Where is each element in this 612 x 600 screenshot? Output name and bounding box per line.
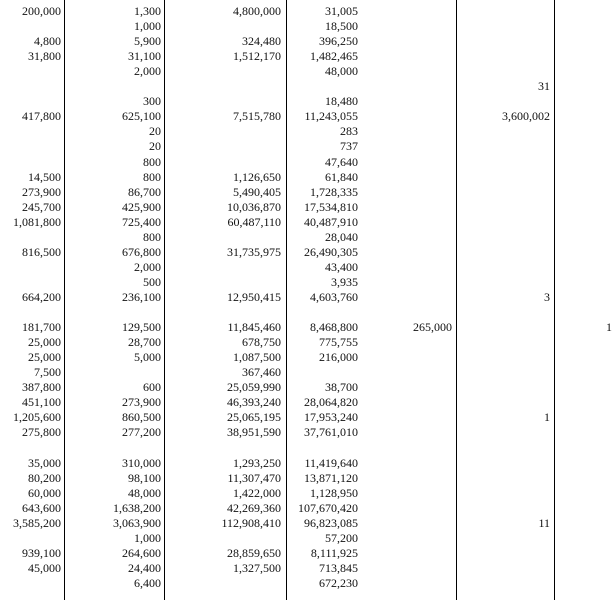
table-cell-r1-c1: 200,000	[22, 4, 61, 18]
table-cell-r36-c4: 57,200	[325, 530, 358, 545]
table-cell-r14-c2: 425,900	[122, 199, 161, 214]
table-cell-r9-c2: 20	[149, 124, 161, 139]
table-cell-r37-c1: 939,100	[22, 545, 61, 560]
table-cell-r14-c1: 245,700	[22, 199, 61, 214]
table-cell-r35-c1: 3,585,200	[13, 515, 61, 530]
table-cell-r23-c4: 775,755	[319, 335, 358, 350]
column-rule-4	[456, 0, 457, 600]
table-cell-r29-c2: 277,200	[122, 425, 161, 440]
table-cell-r10-c2: 20	[149, 139, 161, 154]
table-cell-r4-c4: 1,482,465	[310, 49, 358, 64]
table-cell-r22-c1: 181,700	[22, 320, 61, 335]
table-cell-r12-c1: 14,500	[28, 169, 61, 184]
table-cell-r17-c1: 816,500	[22, 244, 61, 259]
table-cell-r38-c1: 45,000	[28, 560, 61, 575]
table-cell-r35-c6: 11	[538, 515, 550, 530]
table-cell-r2-c2: 1,000	[134, 19, 161, 34]
table-cell-r33-c2: 48,000	[128, 485, 161, 500]
table-cell-r38-c3: 1,327,500	[233, 560, 281, 575]
table-cell-r2-c4: 18,500	[325, 19, 358, 34]
table-cell-r13-c2: 86,700	[128, 184, 161, 199]
table-cell-r3-c3: 324,480	[242, 34, 281, 49]
table-cell-r31-c3: 1,293,250	[233, 455, 281, 470]
table-cell-r22-c4: 8,468,800	[310, 320, 358, 335]
table-cell-r11-c4: 47,640	[325, 154, 358, 169]
table-cell-r31-c1: 35,000	[28, 455, 61, 470]
table-cell-r20-c1: 664,200	[22, 289, 61, 304]
table-cell-r17-c3: 31,735,975	[227, 244, 281, 259]
table-cell-r32-c1: 80,200	[28, 470, 61, 485]
table-cell-r23-c1: 25,000	[28, 335, 61, 350]
table-cell-r29-c4: 37,761,010	[304, 425, 358, 440]
table-cell-r20-c6: 3	[544, 289, 550, 304]
table-cell-r37-c3: 28,859,650	[227, 545, 281, 560]
table-cell-r3-c2: 5,900	[134, 34, 161, 49]
table-cell-r7-c4: 18,480	[325, 94, 358, 109]
table-cell-r15-c2: 725,400	[122, 214, 161, 229]
table-cell-r23-c3: 678,750	[242, 335, 281, 350]
table-cell-r28-c6: 1	[544, 410, 550, 425]
table-cell-r22-c2: 129,500	[122, 320, 161, 335]
table-cell-r12-c2: 800	[143, 169, 161, 184]
table-cell-r27-c1: 451,100	[22, 395, 61, 410]
table-cell-r8-c3: 7,515,780	[233, 109, 281, 124]
table-cell-r32-c3: 11,307,470	[227, 470, 281, 485]
table-cell-r16-c2: 800	[143, 229, 161, 244]
table-cell-r8-c4: 11,243,055	[304, 109, 358, 124]
table-cell-r17-c4: 26,490,305	[304, 244, 358, 259]
table-cell-r17-c2: 676,800	[122, 244, 161, 259]
column-rule-1	[64, 0, 65, 600]
table-cell-r32-c4: 13,871,120	[304, 470, 358, 485]
table-cell-r22-c5: 265,000	[413, 320, 452, 335]
table-cell-r13-c4: 1,728,335	[310, 184, 358, 199]
table-cell-r23-c2: 28,700	[128, 335, 161, 350]
table-cell-r11-c2: 800	[143, 154, 161, 169]
table-cell-r5-c4: 48,000	[325, 64, 358, 79]
table-cell-r4-c3: 1,512,170	[233, 49, 281, 64]
table-cell-r29-c1: 275,800	[22, 425, 61, 440]
table-cell-r18-c4: 43,400	[325, 259, 358, 274]
table-cell-r14-c4: 17,534,810	[304, 199, 358, 214]
table-cell-r8-c6: 3,600,002	[502, 109, 550, 124]
table-cell-r38-c2: 24,400	[128, 560, 161, 575]
table-cell-r34-c1: 643,600	[22, 500, 61, 515]
table-cell-r7-c2: 300	[143, 94, 161, 109]
table-cell-r24-c2: 5,000	[134, 350, 161, 365]
table-cell-r20-c4: 4,603,760	[310, 289, 358, 304]
table-cell-r15-c1: 1,081,800	[13, 214, 61, 229]
table-cell-r29-c3: 38,951,590	[227, 425, 281, 440]
column-rule-5	[554, 0, 555, 600]
table-cell-r39-c4: 672,230	[319, 575, 358, 590]
table-cell-r32-c2: 98,100	[128, 470, 161, 485]
table-cell-r28-c1: 1,205,600	[13, 410, 61, 425]
table-cell-r26-c3: 25,059,990	[227, 380, 281, 395]
column-rule-3	[286, 0, 287, 600]
table-cell-r8-c2: 625,100	[122, 109, 161, 124]
table-cell-r28-c3: 25,065,195	[227, 410, 281, 425]
table-cell-r25-c3: 367,460	[242, 365, 281, 380]
table-cell-r1-c2: 1,300	[134, 4, 161, 18]
table-cell-r38-c4: 713,845	[319, 560, 358, 575]
table-cell-r28-c2: 860,500	[122, 410, 161, 425]
table-cell-r27-c2: 273,900	[122, 395, 161, 410]
table-cell-r4-c1: 31,800	[28, 49, 61, 64]
table-cell-r1-c3: 4,800,000	[233, 4, 281, 18]
table-cell-r4-c2: 31,100	[128, 49, 161, 64]
table-cell-r10-c4: 737	[340, 139, 358, 154]
table-cell-r22-c7: 1	[606, 320, 612, 335]
table-cell-r33-c4: 1,128,950	[310, 485, 358, 500]
table-cell-r13-c3: 5,490,405	[233, 184, 281, 199]
table-cell-r3-c4: 396,250	[319, 34, 358, 49]
table-cell-r22-c3: 11,845,460	[227, 320, 281, 335]
table-cell-r19-c4: 3,935	[331, 274, 358, 289]
table-cell-r36-c2: 1,000	[134, 530, 161, 545]
table-cell-r37-c4: 8,111,925	[310, 545, 358, 560]
table-cell-r34-c3: 42,269,360	[227, 500, 281, 515]
table-cell-r34-c4: 107,670,420	[298, 500, 358, 515]
table-cell-r9-c4: 283	[340, 124, 358, 139]
table-cell-r28-c4: 17,953,240	[304, 410, 358, 425]
table-cell-r35-c4: 96,823,085	[304, 515, 358, 530]
table-cell-r1-c4: 31,005	[325, 4, 358, 18]
table-cell-r27-c3: 46,393,240	[227, 395, 281, 410]
table-cell-r24-c3: 1,087,500	[233, 350, 281, 365]
column-rule-2	[164, 0, 165, 600]
table-cell-r20-c3: 12,950,415	[227, 289, 281, 304]
table-cell-r25-c1: 7,500	[34, 365, 61, 380]
table-cell-r20-c2: 236,100	[122, 289, 161, 304]
table-cell-r31-c2: 310,000	[122, 455, 161, 470]
table-cell-r33-c1: 60,000	[28, 485, 61, 500]
table-cell-r24-c1: 25,000	[28, 350, 61, 365]
table-cell-r26-c1: 387,800	[22, 380, 61, 395]
table-cell-r27-c4: 28,064,820	[304, 395, 358, 410]
table-cell-r39-c2: 6,400	[134, 575, 161, 590]
table-cell-r26-c2: 600	[143, 380, 161, 395]
table-cell-r35-c2: 3,063,900	[113, 515, 161, 530]
table-cell-r31-c4: 11,419,640	[304, 455, 358, 470]
table-cell-r15-c4: 40,487,910	[304, 214, 358, 229]
table-cell-r3-c1: 4,800	[34, 34, 61, 49]
table-cell-r13-c1: 273,900	[22, 184, 61, 199]
table-cell-r12-c3: 1,126,650	[233, 169, 281, 184]
table-cell-r8-c1: 417,800	[22, 109, 61, 124]
table-cell-r15-c3: 60,487,110	[227, 214, 281, 229]
table-cell-r6-c6: 31	[538, 79, 550, 94]
table-cell-r26-c4: 38,700	[325, 380, 358, 395]
table-cell-r34-c2: 1,638,200	[113, 500, 161, 515]
table-cell-r33-c3: 1,422,000	[233, 485, 281, 500]
table-cell-r16-c4: 28,040	[325, 229, 358, 244]
table-cell-r35-c3: 112,908,410	[221, 515, 281, 530]
table-cell-r14-c3: 10,036,870	[227, 199, 281, 214]
table-cell-r19-c2: 500	[143, 274, 161, 289]
table-cell-r12-c4: 61,840	[325, 169, 358, 184]
table-cell-r5-c2: 2,000	[134, 64, 161, 79]
table-cell-r18-c2: 2,000	[134, 259, 161, 274]
table-cell-r37-c2: 264,600	[122, 545, 161, 560]
table-cell-r24-c4: 216,000	[319, 350, 358, 365]
